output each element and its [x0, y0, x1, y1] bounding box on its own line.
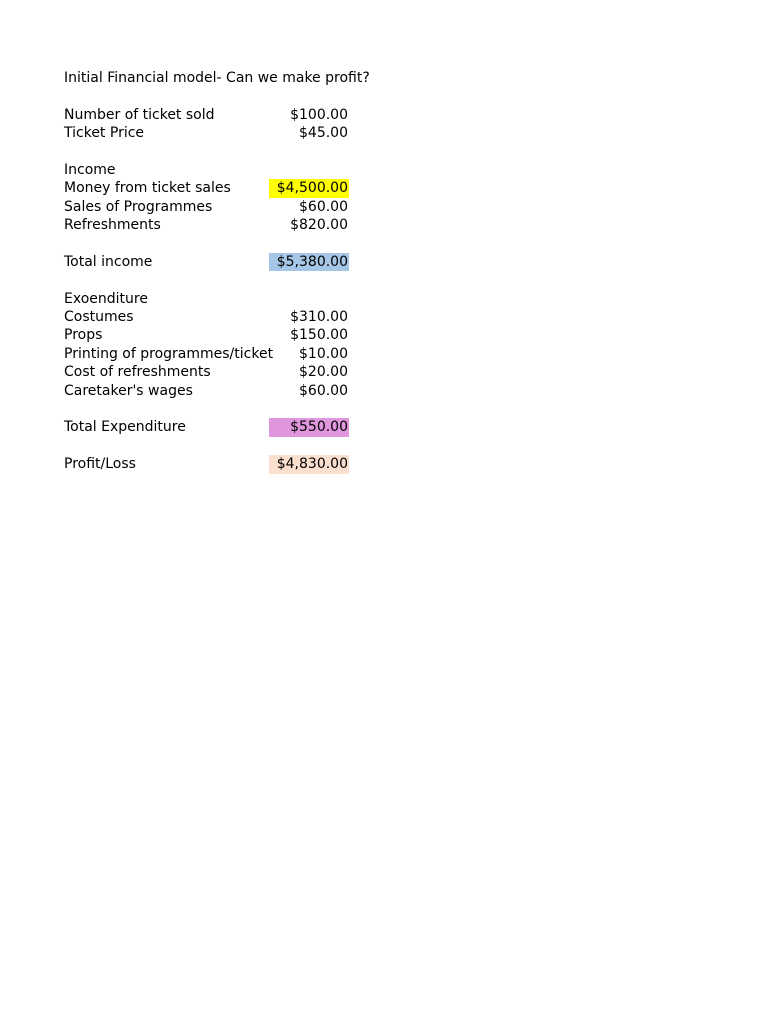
total-income-value[interactable]: $5,380.00 [269, 253, 349, 271]
tickets-sold-value[interactable]: $100.00 [290, 106, 348, 123]
ticket-price-value[interactable]: $45.00 [299, 125, 348, 142]
caretaker-value[interactable]: $60.00 [299, 382, 348, 399]
ticket-sales-label: Money from ticket sales [64, 180, 231, 197]
printing-row [64, 345, 404, 363]
refreshment-cost-row [64, 363, 404, 381]
caretaker-label: Caretaker's wages [64, 382, 193, 399]
sheet-title: Initial Financial model- Can we make profit? [64, 70, 370, 86]
costumes-value[interactable]: $310.00 [290, 309, 348, 326]
printing-value[interactable]: $10.00 [299, 345, 348, 362]
income-heading: Income [64, 161, 116, 178]
programme-sales-value[interactable]: $60.00 [299, 198, 348, 215]
props-row [64, 326, 404, 344]
ticket-price-row [64, 124, 404, 142]
spacer-row [64, 437, 404, 455]
total-income-row [64, 253, 404, 271]
spacer-row [64, 271, 404, 289]
ticket-sales-row [64, 179, 404, 197]
spacer-row [64, 87, 404, 105]
refreshment-cost-value[interactable]: $20.00 [299, 364, 348, 381]
props-value[interactable]: $150.00 [290, 327, 348, 344]
props-label: Props [64, 327, 103, 344]
expenditure-heading-row [64, 290, 404, 308]
refreshments-label: Refreshments [64, 217, 161, 234]
income-heading-row [64, 161, 404, 179]
spacer-row [64, 400, 404, 418]
total-expenditure-value[interactable]: $550.00 [269, 418, 349, 436]
printing-label: Printing of programmes/ticket [64, 345, 274, 362]
refreshment-cost-label: Cost of refreshments [64, 364, 211, 381]
profit-loss-value[interactable]: $4,830.00 [269, 455, 349, 473]
caretaker-row [64, 382, 404, 400]
ticket-sales-value[interactable]: $4,500.00 [269, 179, 349, 197]
expenditure-heading: Exoenditure [64, 290, 148, 307]
tickets-sold-row [64, 106, 404, 124]
spacer-row [64, 143, 404, 161]
total-income-label: Total income [64, 253, 153, 270]
spreadsheet [64, 69, 404, 474]
programme-sales-row [64, 198, 404, 216]
refreshments-row [64, 216, 404, 234]
tickets-sold-label: Number of ticket sold [64, 106, 215, 123]
costumes-label: Costumes [64, 309, 134, 326]
profit-loss-label: Profit/Loss [64, 456, 136, 473]
ticket-price-label: Ticket Price [64, 125, 145, 142]
total-expenditure-label: Total Expenditure [64, 419, 186, 436]
costumes-row [64, 308, 404, 326]
refreshments-value[interactable]: $820.00 [290, 217, 348, 234]
total-expenditure-row [64, 418, 404, 436]
programme-sales-label: Sales of Programmes [64, 198, 213, 215]
spacer-row [64, 235, 404, 253]
profit-loss-row [64, 455, 404, 473]
